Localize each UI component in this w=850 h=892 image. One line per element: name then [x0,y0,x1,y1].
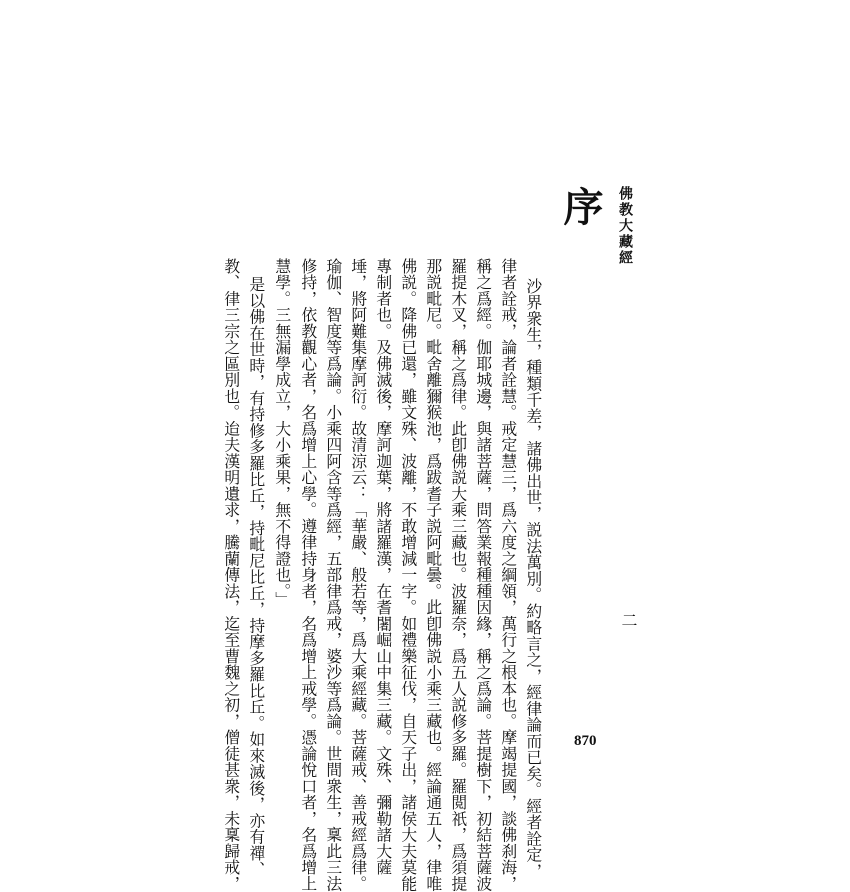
page-number: 870 [574,733,597,749]
text-column-13: 教、律三宗之區別也。迨夫漢明遺求，騰蘭傳法，迄至曹魏之初，僧徒甚衆，未稟歸戒， [221,258,241,892]
text-column-8: 埵，將阿難集摩訶衍。故清涼云：「華嚴、般若等，爲大乘經藏。菩薩戒、善戒經爲律。 [348,258,368,892]
leaf-number: 二 [619,612,638,628]
running-head: 佛教大藏經 [617,186,633,266]
text-column-10: 修持，依教觀心者，名爲增上心學。遵律持身者，名爲增上戒學。憑論悅口者，名爲增上 [298,258,318,892]
text-column-3: 稱之爲經。伽耶城邊，與諸菩薩，問答業報種種因緣，稱之爲論。菩提樹下，初結菩薩波 [473,258,493,892]
text-column-5: 那説毗尼。毗舍離獮猴池，爲跋耆子説阿毗曇。此卽佛説小乘三藏也。經論通五人，律唯 [423,258,443,892]
text-column-2: 律者詮戒，論者詮慧。戒定慧三，爲六度之綱領，萬行之根本也。摩竭提國，談佛刹海， [498,258,518,892]
text-column-4: 羅提木叉，稱之爲律。此卽佛説大乘三藏也。波羅奈，爲五人説修多羅。羅閲祇，爲須提 [448,258,468,892]
text-column-9: 瑜伽、智度等爲論。小乘四阿含等爲經，五部律爲戒，婆沙等爲論。世間衆生，稟此三法 [323,258,343,892]
section-title: 序 [557,186,604,226]
text-column-1: 沙界衆生，種類千差，諸佛出世，説法萬別。約略言之，經律論而已矣。經者詮定， [523,278,543,880]
text-column-6: 佛説。降佛已還，雖文殊、波離，不敢增減一字。如禮樂征伐，自天子出，諸侯大夫莫能 [398,258,418,892]
text-column-7: 專制者也。及佛滅後，摩訶迦葉，將諸羅漢，在耆闍崛山中集三藏。文殊、彌勒諸大薩 [373,258,393,876]
text-column-12: 是以佛在世時，有持修多羅比丘，持毗尼比丘，持摩多羅比丘。如來滅後，亦有禪、 [246,260,266,878]
text-column-11: 慧學。三無漏學成立，大小乘果，無不得證也。」 [272,258,292,608]
